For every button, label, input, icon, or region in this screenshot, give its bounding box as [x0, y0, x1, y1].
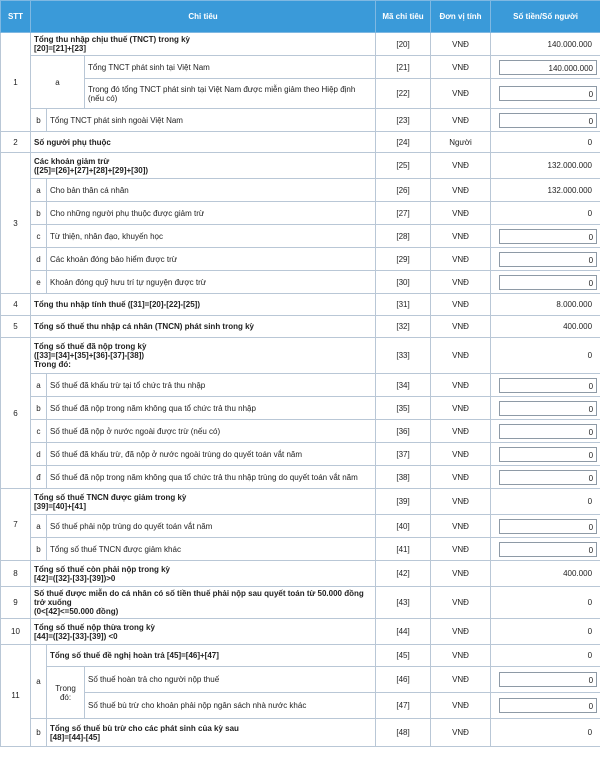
indicator-label: Cho những người phụ thuộc được giảm trừ [47, 202, 376, 225]
row-number: 5 [1, 316, 31, 338]
table-row [1, 515, 600, 538]
indicator-label: Số thuế hoàn trả cho người nộp thuế [85, 667, 376, 693]
unit-label: VNĐ [431, 153, 491, 179]
unit-label: VNĐ [431, 397, 491, 420]
amount-input[interactable]: 0 [499, 470, 597, 485]
unit-label: VNĐ [431, 619, 491, 645]
indicator-label: Tổng thu nhập chịu thuế (TNCT) trong kỳ [20]=[21]+[23] [31, 33, 376, 56]
unit-label: VNĐ [431, 693, 491, 719]
unit-label: VNĐ [431, 645, 491, 667]
amount-input[interactable]: 0 [499, 447, 597, 462]
table-row [1, 56, 600, 79]
indicator-code: [39] [376, 489, 431, 515]
sub-item-inner-label: Trong đó: [47, 667, 85, 719]
header-stt: STT [1, 1, 31, 33]
indicator-code: [46] [376, 667, 431, 693]
sub-item-letter: b [31, 538, 47, 561]
table-row [1, 619, 600, 645]
header-unit: Đơn vị tính [431, 1, 491, 33]
indicator-code: [22] [376, 79, 431, 109]
amount-cell [491, 515, 600, 538]
amount-cell [491, 397, 600, 420]
indicator-label: Tổng số thuế thu nhập cá nhân (TNCN) phát sinh trong kỳ [31, 316, 376, 338]
indicator-label: Các khoản đóng bảo hiểm được trừ [47, 248, 376, 271]
unit-label: VNĐ [431, 667, 491, 693]
indicator-label: Từ thiện, nhân đạo, khuyến học [47, 225, 376, 248]
amount-value: 400.000 [491, 561, 600, 587]
sub-item-letter: c [31, 225, 47, 248]
indicator-label: Số thuế đã nộp trong năm không qua tổ chức trả thu nhập [47, 397, 376, 420]
table-row [1, 294, 600, 316]
unit-label: VNĐ [431, 271, 491, 294]
amount-input[interactable]: 0 [499, 401, 597, 416]
indicator-label: Tổng TNCT phát sinh tại Việt Nam [85, 56, 376, 79]
sub-item-letter: d [31, 248, 47, 271]
indicator-label: Số thuế phải nộp trùng do quyết toán vắt năm [47, 515, 376, 538]
unit-label: VNĐ [431, 515, 491, 538]
header-amount: Số tiền/Số người [491, 1, 600, 33]
table-row [1, 79, 600, 109]
table-row [1, 719, 600, 747]
table-row [1, 645, 600, 667]
amount-input[interactable]: 0 [499, 113, 597, 128]
indicator-code: [33] [376, 338, 431, 374]
unit-label: VNĐ [431, 489, 491, 515]
indicator-code: [45] [376, 645, 431, 667]
indicator-label: Các khoản giảm trừ ([25]=[26]+[27]+[28]+[29]+[30]) [31, 153, 376, 179]
row-number: 3 [1, 153, 31, 294]
row-number: 10 [1, 619, 31, 645]
indicator-code: [25] [376, 153, 431, 179]
table-row [1, 132, 600, 153]
indicator-code: [38] [376, 466, 431, 489]
amount-cell [491, 693, 600, 719]
sub-item-letter: a [31, 645, 47, 719]
unit-label: VNĐ [431, 202, 491, 225]
table-row [1, 374, 600, 397]
amount-cell [491, 248, 600, 271]
row-number: 2 [1, 132, 31, 153]
unit-label: VNĐ [431, 109, 491, 132]
header-code: Mã chỉ tiêu [376, 1, 431, 33]
sub-item-letter: a [31, 374, 47, 397]
amount-input[interactable]: 0 [499, 275, 597, 290]
header-indicator: Chỉ tiêu [31, 1, 376, 33]
indicator-code: [27] [376, 202, 431, 225]
indicator-label: Tổng thu nhập tính thuế ([31]=[20]-[22]-[25]) [31, 294, 376, 316]
table-row [1, 693, 600, 719]
amount-input[interactable]: 140.000.000 [499, 60, 597, 75]
sub-item-letter: b [31, 719, 47, 747]
amount-input[interactable]: 0 [499, 424, 597, 439]
indicator-label: Tổng số thuế bù trừ cho các phát sinh của kỳ sau [48]=[44]-[45] [47, 719, 376, 747]
amount-value: 0 [491, 338, 600, 374]
table-row [1, 338, 600, 374]
amount-value: 0 [491, 587, 600, 619]
unit-label: VNĐ [431, 248, 491, 271]
amount-input[interactable]: 0 [499, 542, 597, 557]
table-row [1, 561, 600, 587]
indicator-label: Số thuế được miễn do cá nhân có số tiền thuế phải nộp sau quyết toán từ 50.000 đồng trở xuống (0<[42]<=50.000 đồng) [31, 587, 376, 619]
amount-cell [491, 271, 600, 294]
row-number: 4 [1, 294, 31, 316]
indicator-code: [43] [376, 587, 431, 619]
table-row [1, 153, 600, 179]
indicator-code: [23] [376, 109, 431, 132]
unit-label: Người [431, 132, 491, 153]
table-row [1, 397, 600, 420]
amount-value: 0 [491, 619, 600, 645]
row-number: 9 [1, 587, 31, 619]
amount-input[interactable]: 0 [499, 378, 597, 393]
amount-value: 0 [491, 132, 600, 153]
amount-cell [491, 109, 600, 132]
amount-input[interactable]: 0 [499, 86, 597, 101]
unit-label: VNĐ [431, 443, 491, 466]
table-row [1, 489, 600, 515]
indicator-code: [36] [376, 420, 431, 443]
table-row [1, 443, 600, 466]
indicator-code: [32] [376, 316, 431, 338]
indicator-label: Khoản đóng quỹ hưu trí tự nguyện được trừ [47, 271, 376, 294]
indicator-code: [30] [376, 271, 431, 294]
indicator-code: [47] [376, 693, 431, 719]
amount-value: 0 [491, 719, 600, 747]
indicator-label: Trong đó tổng TNCT phát sinh tại Việt Nam được miễn giảm theo Hiệp định (nếu có) [85, 79, 376, 109]
indicator-code: [42] [376, 561, 431, 587]
unit-label: VNĐ [431, 56, 491, 79]
indicator-code: [44] [376, 619, 431, 645]
indicator-code: [34] [376, 374, 431, 397]
unit-label: VNĐ [431, 294, 491, 316]
indicator-code: [48] [376, 719, 431, 747]
sub-item-letter: b [31, 202, 47, 225]
amount-value: 8.000.000 [491, 294, 600, 316]
indicator-code: [31] [376, 294, 431, 316]
sub-item-letter: d [31, 443, 47, 466]
indicator-code: [26] [376, 179, 431, 202]
amount-value: 132.000.000 [491, 179, 600, 202]
indicator-label: Tổng số thuế TNCN được giảm trong kỳ [39]=[40]+[41] [31, 489, 376, 515]
indicator-label: Tổng số thuế đề nghị hoàn trả [45]=[46]+[47] [47, 645, 376, 667]
sub-item-letter: b [31, 397, 47, 420]
unit-label: VNĐ [431, 179, 491, 202]
indicator-code: [20] [376, 33, 431, 56]
indicator-code: [24] [376, 132, 431, 153]
row-number: 8 [1, 561, 31, 587]
amount-cell [491, 79, 600, 109]
unit-label: VNĐ [431, 587, 491, 619]
indicator-code: [21] [376, 56, 431, 79]
unit-label: VNĐ [431, 374, 491, 397]
indicator-label: Tổng số thuế đã nộp trong kỳ ([33]=[34]+[35]+[36]-[37]-[38]) Trong đó: [31, 338, 376, 374]
indicator-label: Số thuế đã khấu trừ tại tổ chức trả thu nhập [47, 374, 376, 397]
indicator-label: Tổng số thuế còn phải nộp trong kỳ [42]=([32]-[33]-[39])>0 [31, 561, 376, 587]
amount-value: 400.000 [491, 316, 600, 338]
table-row [1, 420, 600, 443]
amount-input[interactable]: 0 [499, 672, 597, 687]
table-row [1, 33, 600, 56]
row-number: 7 [1, 489, 31, 561]
table-row [1, 538, 600, 561]
amount-cell [491, 538, 600, 561]
indicator-label: Số người phụ thuộc [31, 132, 376, 153]
unit-label: VNĐ [431, 33, 491, 56]
amount-input[interactable]: 0 [499, 229, 597, 244]
table-row [1, 316, 600, 338]
indicator-code: [35] [376, 397, 431, 420]
amount-cell [491, 667, 600, 693]
row-number: 1 [1, 33, 31, 132]
unit-label: VNĐ [431, 538, 491, 561]
table-row [1, 202, 600, 225]
row-number: 11 [1, 645, 31, 747]
amount-value: 0 [491, 202, 600, 225]
unit-label: VNĐ [431, 466, 491, 489]
sub-item-letter: đ [31, 466, 47, 489]
table-row [1, 466, 600, 489]
amount-cell [491, 420, 600, 443]
indicator-code: [41] [376, 538, 431, 561]
indicator-label: Số thuế đã nộp ở nước ngoài được trừ (nếu có) [47, 420, 376, 443]
indicator-code: [28] [376, 225, 431, 248]
indicator-code: [29] [376, 248, 431, 271]
table-row [1, 179, 600, 202]
amount-cell [491, 466, 600, 489]
indicator-label: Tổng TNCT phát sinh ngoài Việt Nam [47, 109, 376, 132]
amount-value: 0 [491, 645, 600, 667]
table-row [1, 271, 600, 294]
sub-item-letter: a [31, 179, 47, 202]
table-row [1, 587, 600, 619]
table-row [1, 225, 600, 248]
indicator-label: Số thuế bù trừ cho khoản phải nộp ngân sách nhà nước khác [85, 693, 376, 719]
indicator-label: Cho bản thân cá nhân [47, 179, 376, 202]
indicator-label: Tổng số thuế TNCN được giảm khác [47, 538, 376, 561]
indicator-label: Số thuế đã nộp trong năm không qua tổ chức trả thu nhập trùng do quyết toán vắt năm [47, 466, 376, 489]
unit-label: VNĐ [431, 225, 491, 248]
amount-value: 0 [491, 489, 600, 515]
unit-label: VNĐ [431, 420, 491, 443]
amount-cell [491, 225, 600, 248]
sub-item-letter: b [31, 109, 47, 132]
amount-value: 140.000.000 [491, 33, 600, 56]
row-number: 6 [1, 338, 31, 489]
sub-item-letter: a [31, 515, 47, 538]
sub-item-letter: e [31, 271, 47, 294]
sub-item-letter: a [31, 56, 85, 109]
amount-cell [491, 374, 600, 397]
amount-input[interactable]: 0 [499, 519, 597, 534]
indicator-code: [40] [376, 515, 431, 538]
unit-label: VNĐ [431, 316, 491, 338]
amount-value: 132.000.000 [491, 153, 600, 179]
indicator-code: [37] [376, 443, 431, 466]
amount-cell [491, 56, 600, 79]
table-row [1, 248, 600, 271]
amount-input[interactable]: 0 [499, 698, 597, 713]
indicator-label: Số thuế đã khấu trừ, đã nộp ở nước ngoài trùng do quyết toán vắt năm [47, 443, 376, 466]
unit-label: VNĐ [431, 561, 491, 587]
sub-item-letter: c [31, 420, 47, 443]
unit-label: VNĐ [431, 79, 491, 109]
unit-label: VNĐ [431, 338, 491, 374]
unit-label: VNĐ [431, 719, 491, 747]
amount-input[interactable]: 0 [499, 252, 597, 267]
table-row [1, 667, 600, 693]
table-row [1, 109, 600, 132]
amount-cell [491, 443, 600, 466]
indicator-label: Tổng số thuế nộp thừa trong kỳ [44]=([32]-[33]-[39]) <0 [31, 619, 376, 645]
